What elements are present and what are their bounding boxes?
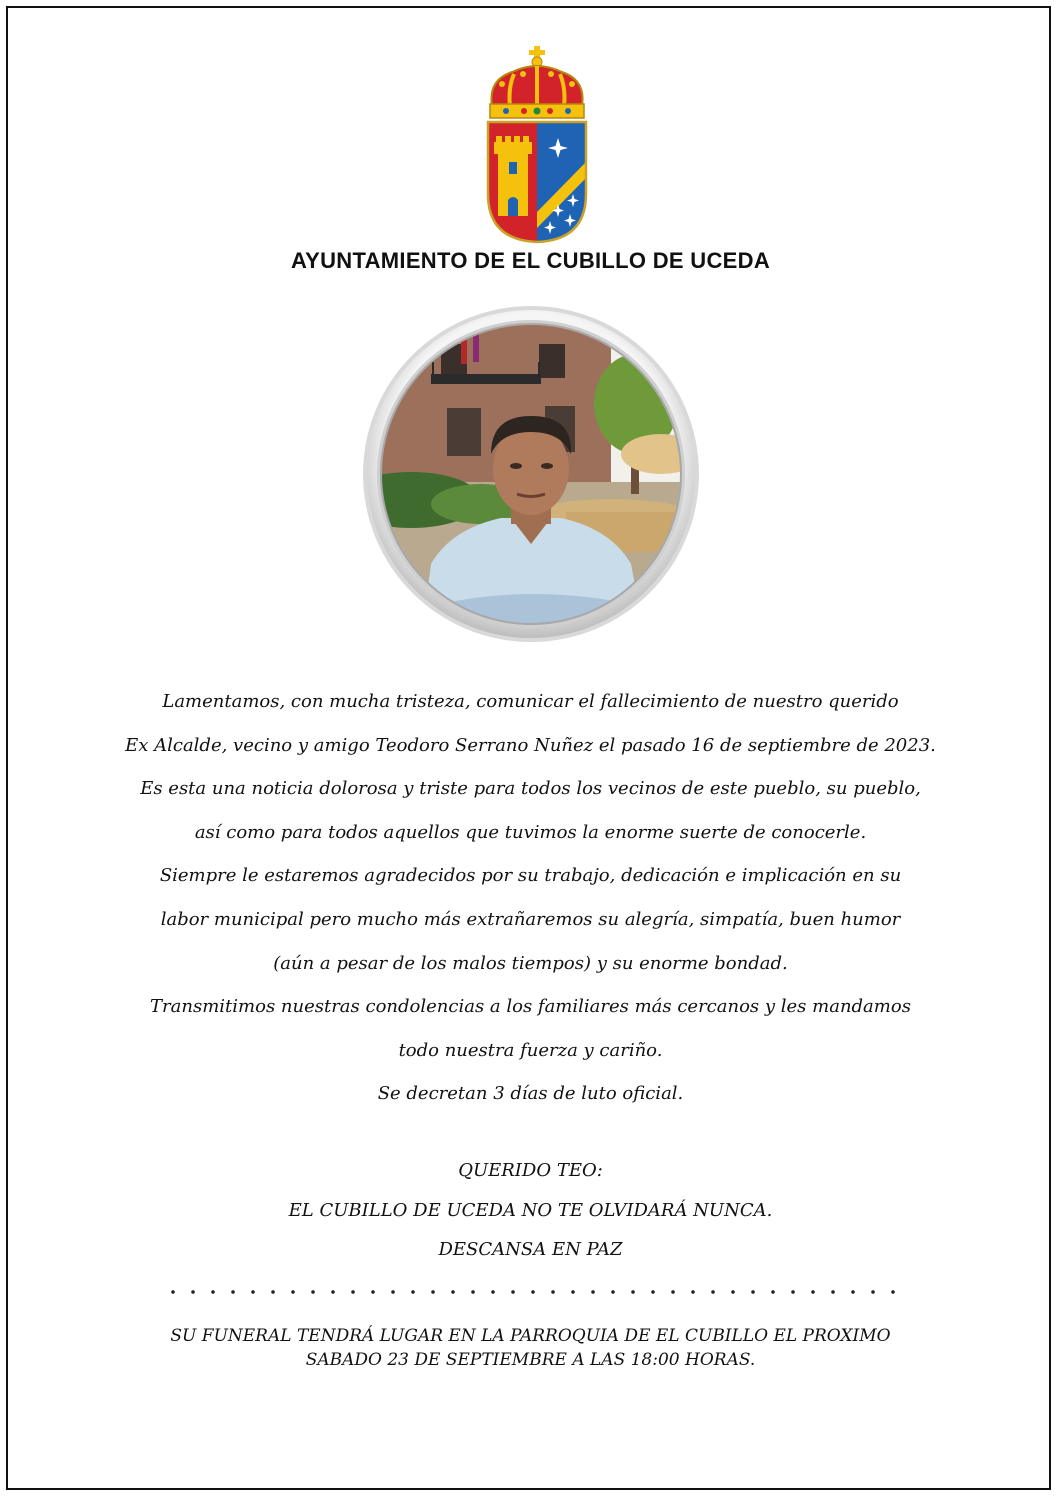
farewell-line: EL CUBILLO DE UCEDA NO TE OLVIDARÁ NUNCA. xyxy=(288,1199,773,1221)
crown-icon xyxy=(490,46,584,118)
message-line: labor municipal pero mucho más extrañaremos su alegría, simpatía, buen humor xyxy=(160,908,901,930)
message-line: Siempre le estaremos agradecidos por su trabajo, dedicación e implicación en su xyxy=(159,865,902,887)
dotted-divider xyxy=(163,1290,903,1294)
funeral-line: SU FUNERAL TENDRÁ LUGAR EN LA PARROQUIA DE EL CUBILLO EL PROXIMO xyxy=(170,1326,891,1346)
coat-of-arms-icon xyxy=(478,44,596,244)
message-line: Se decretan 3 días de luto oficial. xyxy=(377,1083,684,1105)
castle-tower-icon xyxy=(494,136,532,216)
message-line: Es esta una noticia dolorosa y triste para todos los vecinos de este pueblo, su pueblo, xyxy=(140,778,921,800)
funeral-announcement xyxy=(48,1324,1013,1372)
farewell-line: QUERIDO TEO: xyxy=(458,1160,603,1181)
message-line: (aún a pesar de los malos tiempos) y su enorme bondad. xyxy=(273,952,788,974)
page-title: AYUNTAMIENTO DE EL CUBILLO DE UCEDA xyxy=(290,248,771,273)
message-line: Lamentamos, con mucha tristeza, comunicar el fallecimiento de nuestro querido xyxy=(162,691,899,712)
portrait-photo xyxy=(361,304,701,644)
message-line: Transmitimos nuestras condolencias a los familiares más cercanos y les mandamos xyxy=(150,996,911,1018)
obituary-notice-page xyxy=(6,6,1051,1490)
message-line: todo nuestra fuerza y cariño. xyxy=(398,1039,663,1061)
farewell-line: DESCANSA EN PAZ xyxy=(438,1239,623,1260)
funeral-line: SABADO 23 DE SEPTIEMBRE A LAS 18:00 HORAS. xyxy=(305,1350,756,1370)
message-line: así como para todos aquellos que tuvimos la enorme suerte de conocerle. xyxy=(194,821,867,843)
farewell-message xyxy=(68,1151,993,1270)
condolence-message xyxy=(68,680,993,1116)
message-line: Ex Alcalde, vecino y amigo Teodoro Serrano Nuñez el pasado 16 de septiembre de 2023. xyxy=(125,734,936,756)
